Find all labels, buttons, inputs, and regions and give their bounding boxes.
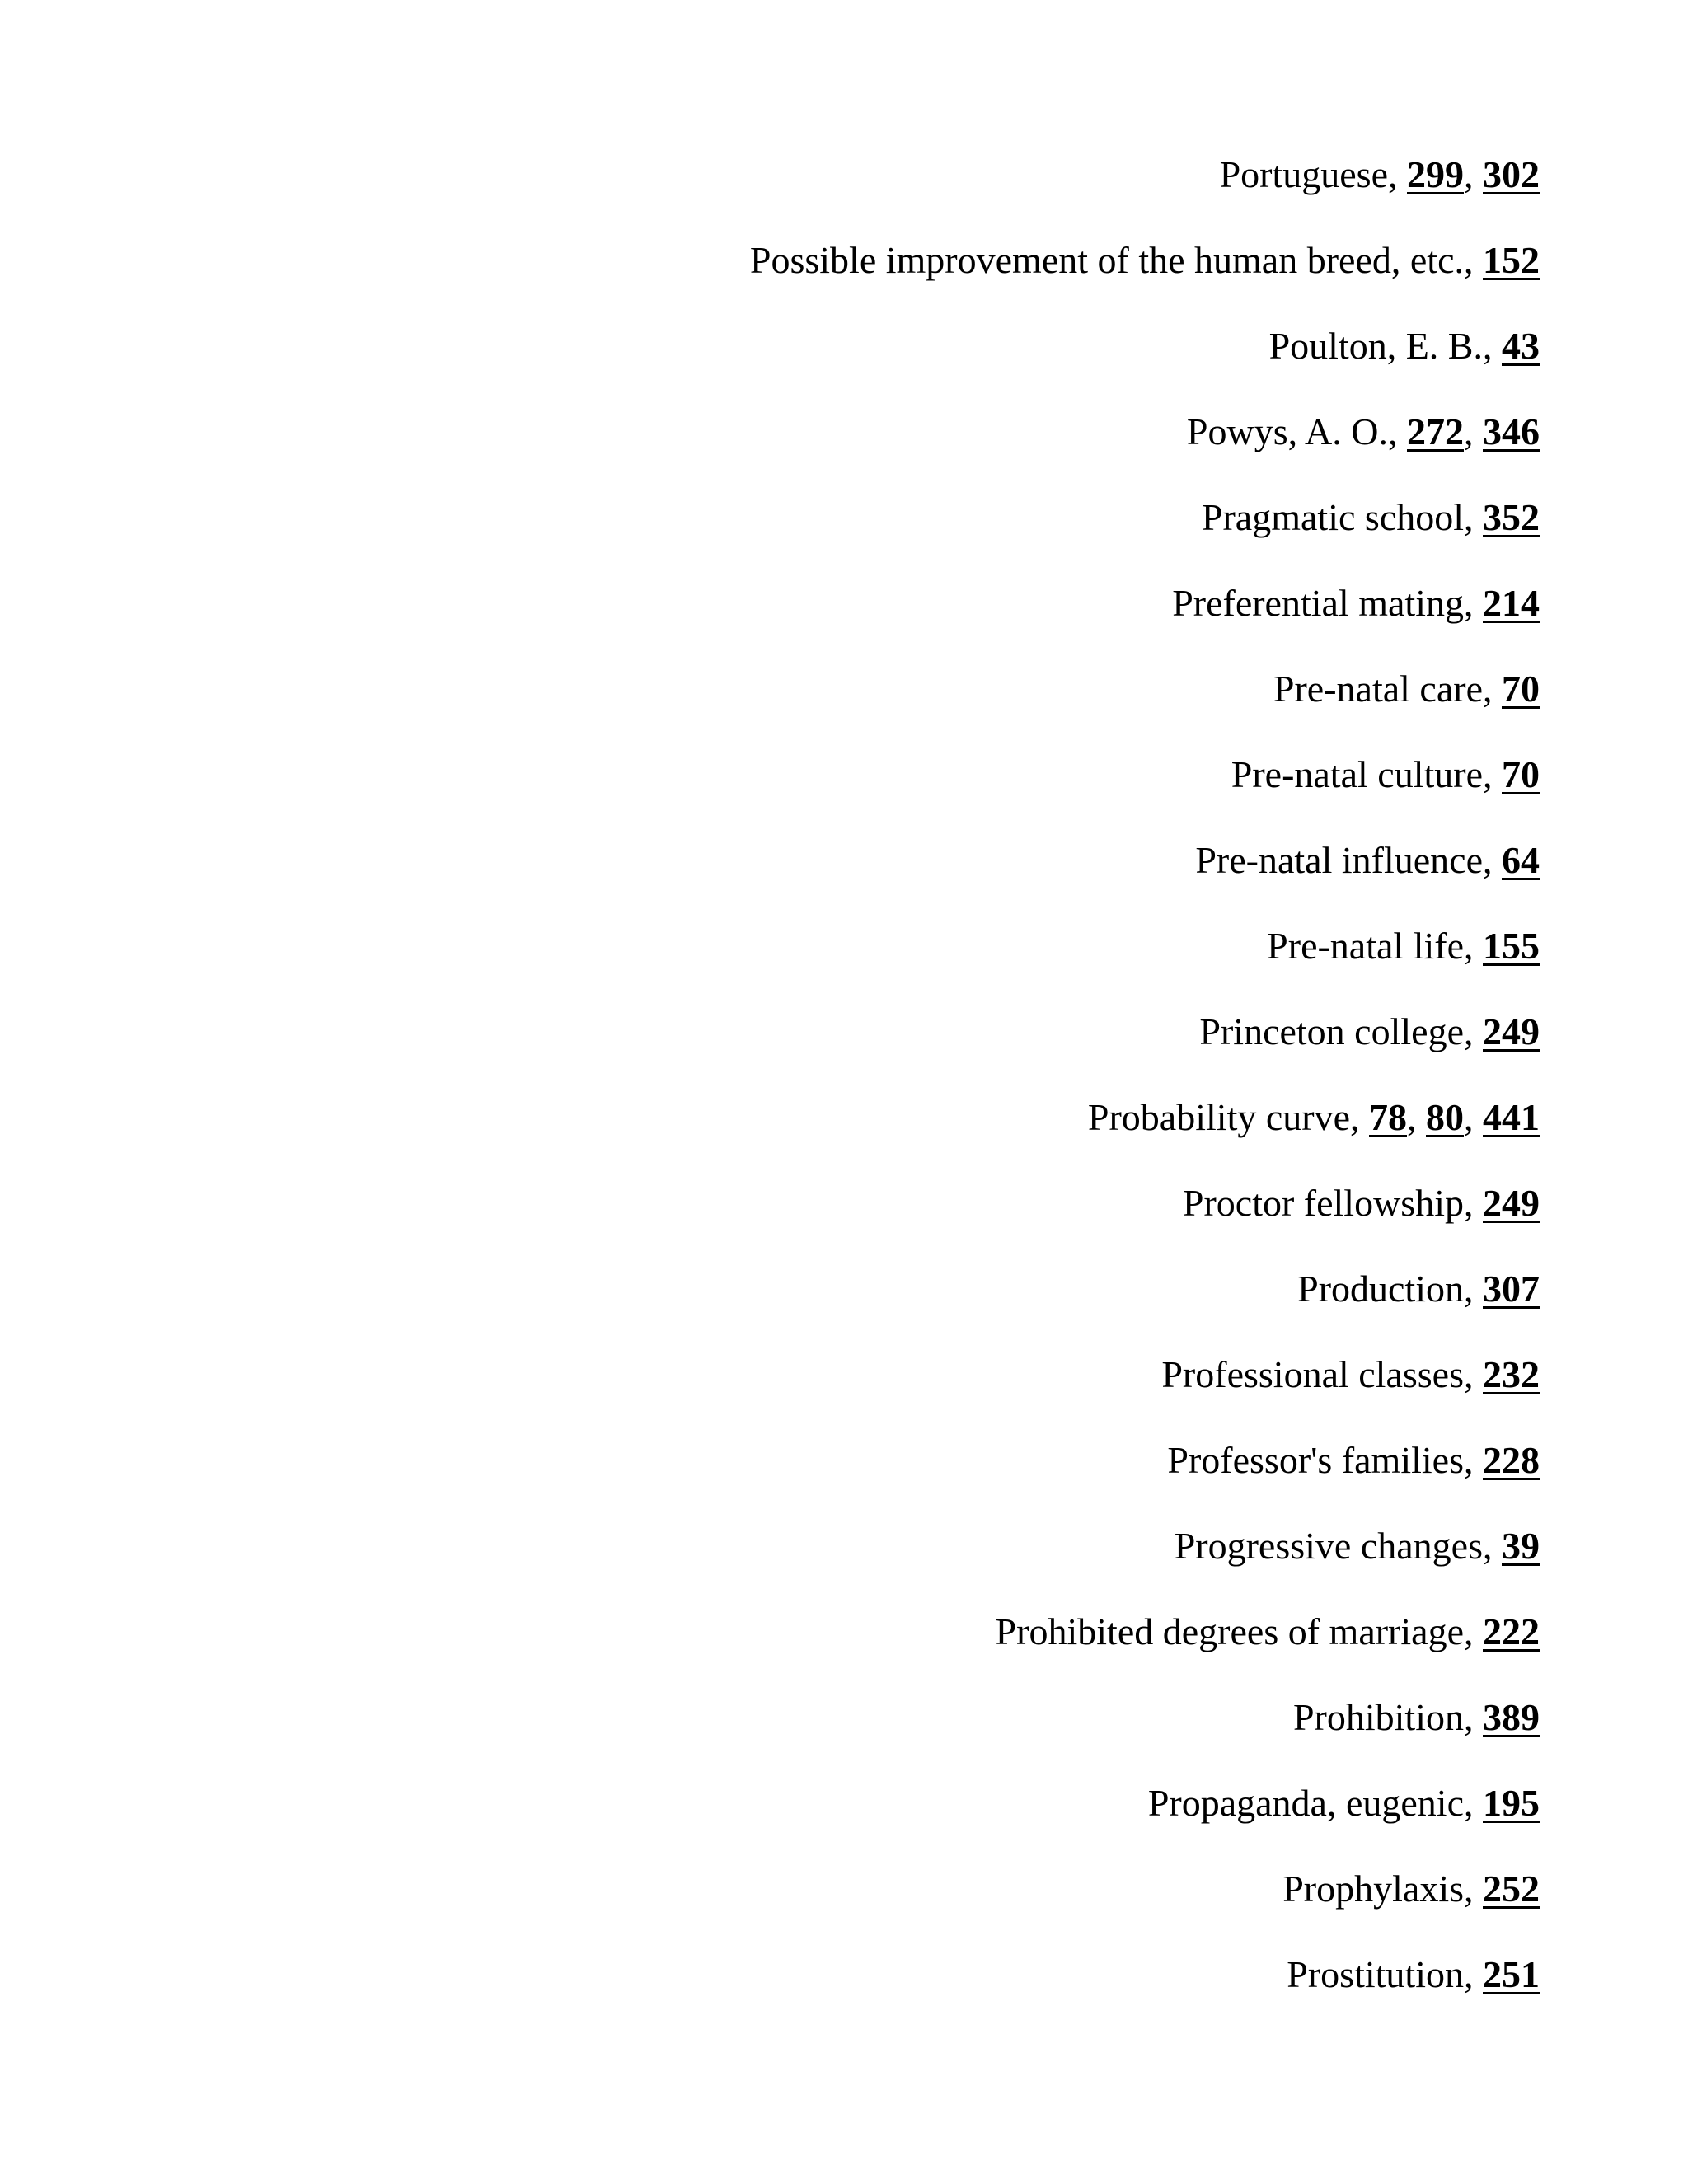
index-entry: Production, 307 (1297, 1268, 1540, 1310)
page-number-link[interactable]: 228 (1483, 1439, 1540, 1481)
index-term: Pragmatic school (1201, 496, 1464, 538)
page-number-link[interactable]: 352 (1483, 496, 1540, 538)
index-entry: Professional classes, 232 (1161, 1353, 1540, 1395)
page-number-link[interactable]: 251 (1483, 1953, 1540, 1995)
page-number-link[interactable]: 78 (1369, 1096, 1407, 1138)
page-number-link[interactable]: 249 (1483, 1182, 1540, 1224)
page-number-link[interactable]: 249 (1483, 1010, 1540, 1052)
index-term: Pre-natal care (1273, 668, 1483, 710)
index-term: Prohibition (1292, 1696, 1464, 1738)
page-number-link[interactable]: 222 (1483, 1610, 1540, 1652)
page-number-link[interactable]: 307 (1483, 1268, 1540, 1310)
index-entry: Propaganda, eugenic, 195 (1147, 1782, 1540, 1824)
page-number-link[interactable]: 70 (1502, 753, 1540, 795)
index-term: Possible improvement of the human breed, etc. (749, 239, 1464, 281)
page-number-link[interactable]: 272 (1407, 410, 1464, 452)
index-entry: Professor's families, 228 (1167, 1439, 1540, 1481)
index-term: Pre-natal culture (1231, 753, 1483, 795)
page-number-link[interactable]: 232 (1483, 1353, 1540, 1395)
index-entry: Prostitution, 251 (1287, 1953, 1540, 1995)
page-number-link[interactable]: 302 (1483, 153, 1540, 195)
index-entry: Powys, A. O., 272, 346 (1186, 410, 1540, 452)
index-term: Pre-natal life (1267, 925, 1464, 967)
index-term: Prohibited degrees of marriage (995, 1610, 1464, 1652)
index-term: Portuguese (1219, 153, 1388, 195)
page-number-link[interactable]: 214 (1483, 582, 1540, 624)
index-term: Prostitution (1287, 1953, 1464, 1995)
index-term: Professional classes (1161, 1353, 1464, 1395)
index-term: Professor's families (1167, 1439, 1464, 1481)
index-entry: Proctor fellowship, 249 (1182, 1182, 1540, 1224)
index-entry: Prophylaxis, 252 (1282, 1868, 1540, 1910)
page-number-link[interactable]: 80 (1426, 1096, 1464, 1138)
page-number-link[interactable]: 70 (1502, 668, 1540, 710)
index-term: Probability curve (1087, 1096, 1350, 1138)
index-entry: Portuguese, 299, 302 (1219, 153, 1540, 195)
index-term: Production (1297, 1268, 1464, 1310)
index-entry: Prohibited degrees of marriage, 222 (995, 1610, 1540, 1652)
index-entry: Probability curve, 78, 80, 441 (1087, 1096, 1540, 1138)
index-term: Poulton, E. B. (1268, 325, 1483, 367)
page-number-link[interactable]: 43 (1502, 325, 1540, 367)
index-entry: Preferential mating, 214 (1172, 582, 1540, 624)
page-number-link[interactable]: 64 (1502, 839, 1540, 881)
index-entry: Pre-natal care, 70 (1273, 668, 1540, 710)
index-entry: Pragmatic school, 352 (1201, 496, 1540, 538)
page-number-link[interactable]: 346 (1483, 410, 1540, 452)
index-entry: Pre-natal life, 155 (1267, 925, 1540, 967)
index-list (0, 145, 1540, 2031)
index-term: Prophylaxis (1282, 1868, 1464, 1910)
page-number-link[interactable]: 299 (1407, 153, 1464, 195)
index-term: Preferential mating (1172, 582, 1464, 624)
page-number-link[interactable]: 389 (1483, 1696, 1540, 1738)
index-entry: Pre-natal influence, 64 (1195, 839, 1540, 881)
page-number-link[interactable]: 39 (1502, 1525, 1540, 1567)
index-term: Proctor fellowship (1182, 1182, 1464, 1224)
index-entry: Princeton college, 249 (1199, 1010, 1540, 1052)
index-term: Pre-natal influence (1195, 839, 1483, 881)
index-term: Propaganda, eugenic (1147, 1782, 1464, 1824)
page-number-link[interactable]: 195 (1483, 1782, 1540, 1824)
page-number-link[interactable]: 252 (1483, 1868, 1540, 1910)
index-entry: Poulton, E. B., 43 (1268, 325, 1540, 367)
page-number-link[interactable]: 155 (1483, 925, 1540, 967)
index-term: Powys, A. O. (1186, 410, 1388, 452)
page-number-link[interactable]: 441 (1483, 1096, 1540, 1138)
index-entry: Pre-natal culture, 70 (1231, 753, 1540, 795)
index-term: Princeton college (1199, 1010, 1464, 1052)
index-entry: Prohibition, 389 (1292, 1696, 1540, 1738)
page-number-link[interactable]: 152 (1483, 239, 1540, 281)
index-term: Progressive changes (1174, 1525, 1483, 1567)
index-entry: Progressive changes, 39 (1174, 1525, 1540, 1567)
index-entry: Possible improvement of the human breed, etc., 152 (749, 239, 1540, 281)
